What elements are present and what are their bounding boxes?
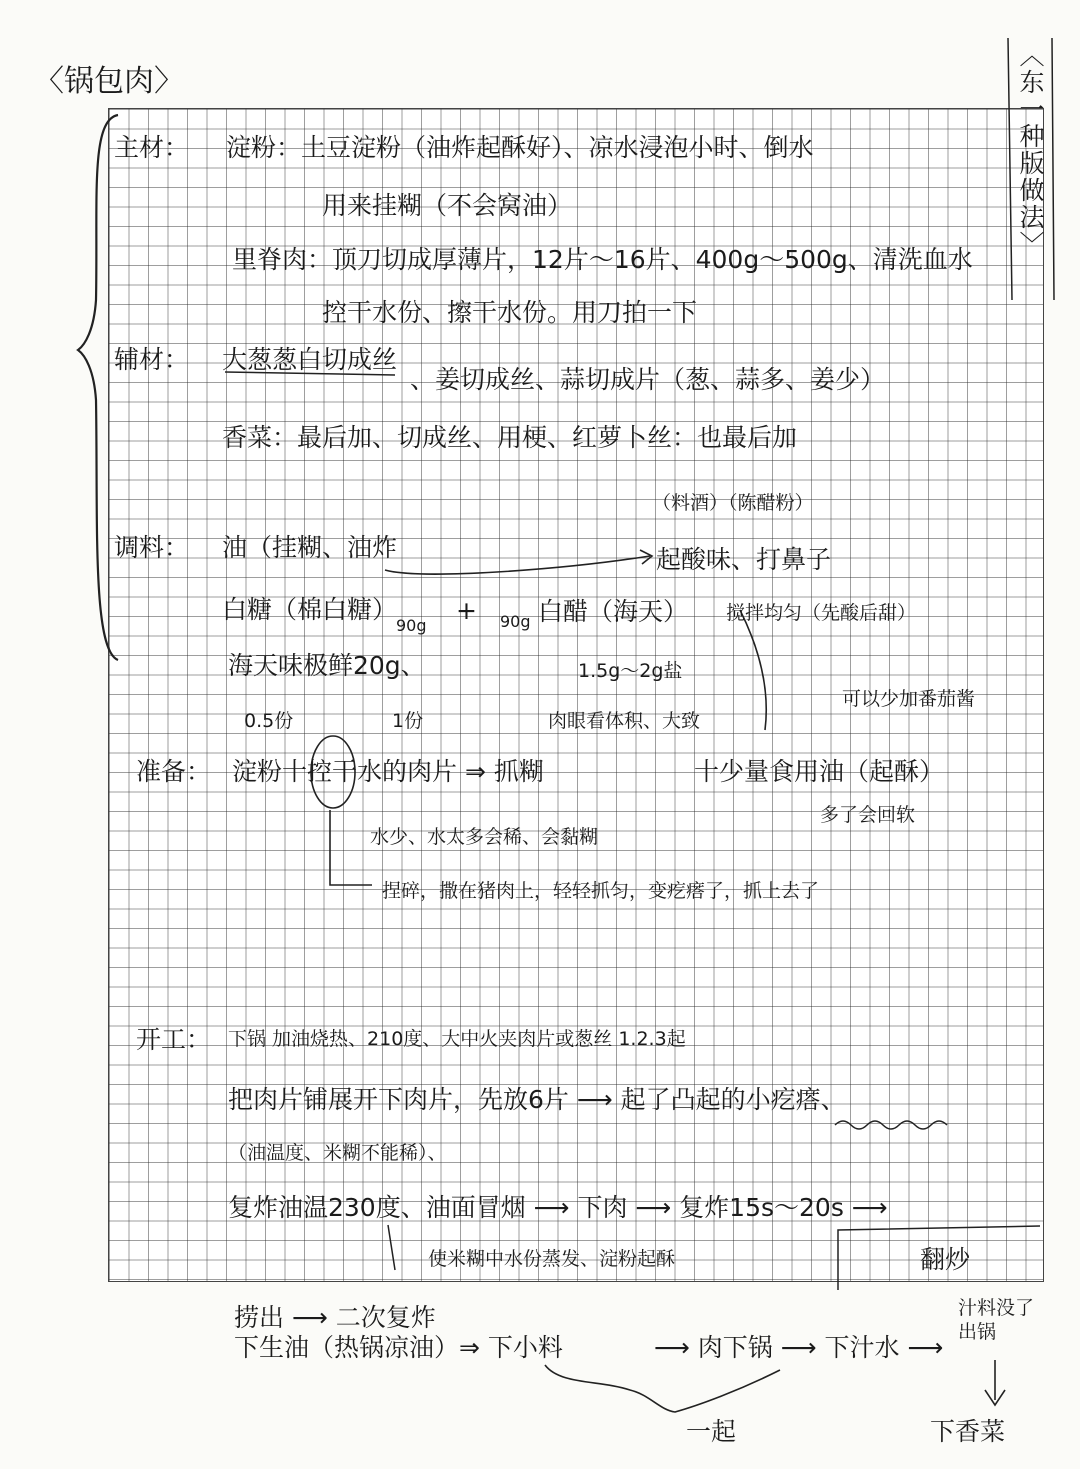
vinegar-label: 白醋（海天） bbox=[538, 597, 689, 626]
sugar-amount: 90g bbox=[396, 616, 427, 635]
cook-together: 一起 bbox=[686, 1417, 737, 1446]
main-label: 主材： bbox=[114, 133, 190, 162]
ratio-note: 肉眼看体积、大致 bbox=[548, 710, 701, 732]
cook-thick: 汁料没了 出锅 bbox=[958, 1297, 1035, 1343]
ketchup-note: 可以少加番茄酱 bbox=[842, 688, 976, 710]
prep-line-1: 淀粉十控干水的肉片 ⇒ 抓糊 bbox=[232, 757, 544, 786]
cook-flip: 翻炒 bbox=[920, 1245, 971, 1274]
ratio-a: 0.5份 bbox=[244, 710, 294, 732]
prep-label: 准备： bbox=[136, 757, 212, 786]
aux-line-1a: 大葱葱白切成丝 bbox=[222, 345, 398, 374]
page-title: 〈锅包肉〉 bbox=[34, 64, 184, 99]
cook-line-1: 下锅 加油烧热、210度、大中火夹肉片或葱丝 1.2.3起 bbox=[228, 1028, 686, 1050]
cook-line-7b: ⟶ 肉下锅 ⟶ 下汁水 ⟶ bbox=[654, 1333, 944, 1362]
prep-line-2: 水少、水太多会稀、会黏糊 bbox=[370, 826, 599, 848]
prep-line-3: 捏碎，撒在猪肉上，轻轻抓匀，变疙瘩了，抓上去了 bbox=[382, 880, 820, 902]
salt-note: 1.5g～2g盐 bbox=[578, 660, 683, 682]
cook-line-5: 使米糊中水份蒸发、淀粉起酥 bbox=[428, 1248, 676, 1270]
cook-line-3: （油温度、米糊不能稀）、 bbox=[228, 1142, 447, 1164]
prep-soft: 多了会回软 bbox=[820, 804, 916, 826]
cook-line-4: 复炸油温230度、油面冒烟 ⟶ 下肉 ⟶ 复炸15s～20s ⟶ bbox=[228, 1193, 888, 1222]
cook-label: 开工： bbox=[136, 1025, 212, 1054]
cook-line-2: 把肉片铺展开下肉片，先放6片 ⟶ 起了凸起的小疙瘩、 bbox=[228, 1085, 846, 1114]
cook-line-7: 下生油（热锅凉油）⇒ 下小料 bbox=[234, 1333, 563, 1362]
season-line-2: 白糖（棉白糖） bbox=[222, 595, 398, 624]
main-line-4: 控干水份、擦干水份。用刀拍一下 bbox=[322, 298, 698, 327]
stir-note: 搅拌均匀（先酸后甜） bbox=[726, 602, 917, 624]
season-note-top: （料酒）（陈醋粉） bbox=[652, 492, 814, 514]
prep-line-1b: 十少量食用油（起酥） bbox=[694, 757, 945, 786]
side-title: 〈东一种版做法〉 bbox=[1016, 42, 1045, 258]
main-line-3: 里脊肉：顶刀切成厚薄片，12片～16片、400g～500g、清洗血水 bbox=[232, 245, 973, 274]
aux-line-1b: 、姜切成丝、蒜切成片（葱、蒜多、姜少） bbox=[410, 365, 886, 394]
main-line-2: 用来挂糊（不会窝油） bbox=[322, 191, 573, 220]
season-line-3: 海天味极鲜20g、 bbox=[228, 651, 426, 680]
cook-line-6: 捞出 ⟶ 二次复炸 bbox=[234, 1303, 436, 1332]
aux-label: 辅材： bbox=[114, 345, 190, 374]
vinegar-amount: 90g bbox=[500, 612, 531, 631]
season-line-1: 油（挂糊、油炸 bbox=[222, 533, 398, 562]
main-line-1: 淀粉：土豆淀粉（油炸起酥好）、凉水浸泡小时、倒水 bbox=[226, 133, 814, 162]
plus-sign: + bbox=[456, 596, 477, 625]
aux-line-2: 香菜：最后加、切成丝、用梗、红萝卜丝：也最后加 bbox=[222, 423, 798, 452]
ratio-b: 1份 bbox=[392, 710, 424, 732]
season-arrow-note: 起酸味、打鼻子 bbox=[656, 545, 832, 574]
season-label: 调料： bbox=[114, 533, 190, 562]
cook-cilantro: 下香菜 bbox=[930, 1417, 1006, 1446]
